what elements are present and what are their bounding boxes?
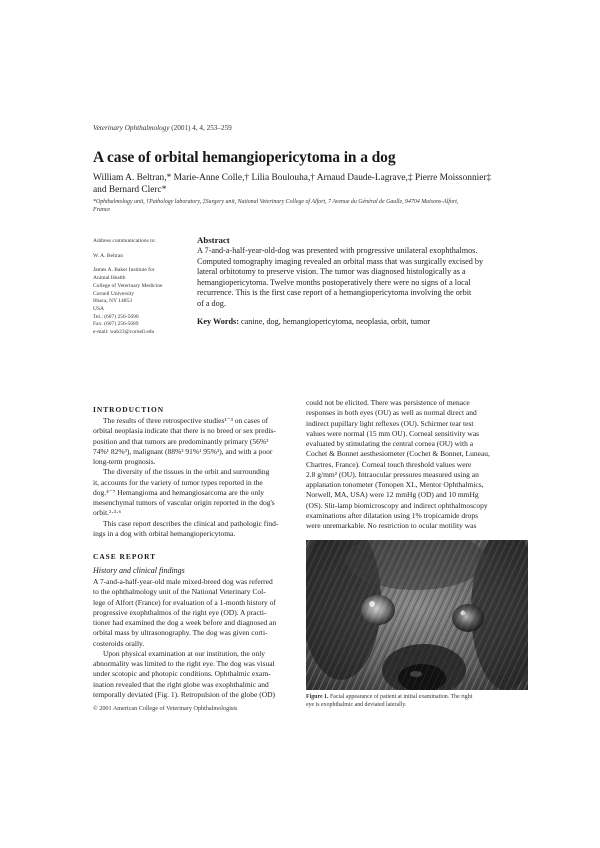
text-line: Norwell, MA, USA) were 12 mmHg (OD) and 10 mmHg [306,490,479,500]
figure-label: Figure 1. [306,694,329,700]
text-line: lege of Alfort (France) for evaluation of a 1-month history of [93,597,276,607]
affiliations [93,198,511,214]
citation-details: (2001) 4, 4, 253–259 [171,124,232,132]
address-line: James A. Baker Institute for [93,267,155,274]
copyright-notice: © 2001 American College of Veterinary Ophthalmologists [93,705,238,712]
text-line: were unremarkable. No restriction to ocular motility was [306,521,477,530]
author-list [93,172,513,196]
text-line: tioner had examined the dog a week before and diagnosed an [93,618,277,627]
abstract-heading: Abstract [197,235,230,245]
text-line: Upon physical examination at our institution, the only [103,648,266,658]
text-line: A 7-and-a-half-year-old male mixed-breed dog was referred [93,577,273,586]
address-line: USA [93,305,105,312]
abstract-line: hemangiopericytoma. Twelve months postoperatively there were no signs of a local [197,277,471,287]
affiliation-line: *Ophthalmology unit, †Pathology laboratory, ‡Surgery unit, National Veterinary College of Alfort, 7 Avenue du Général de Gaulle, 94704 Maisons-Alfort, [93,199,459,205]
figure-caption [306,693,530,709]
abstract-body [197,246,527,310]
text-line: orbital neoplasia indicate that there is no breed or sex predis- [93,426,276,436]
text-line: This case report describes the clinical and pathologic find- [103,518,279,528]
journal-citation [93,124,232,132]
text-line: evaluated by stimulating the central cornea (OU) with a [306,439,474,448]
text-line: applanation tonometer (Tonopen XL, Mentor Ophthalmics, [306,480,484,489]
text-line: ings in a dog with orbital hemangiopericytoma. [93,528,236,538]
text-line: to the ophthalmology unit of the National Veterinary Col- [93,587,266,597]
correspondence-address [93,238,191,337]
history-heading: History and clinical findings [93,566,185,575]
text-line: 74%¹ 82%³), malignant (88%² 91%¹ 95%³), and with a poor [93,446,273,456]
text-line: (OS). Slit-lamp biomicroscopy and indirect ophthalmoscopy [306,500,488,510]
text-line: The diversity of the tissues in the orbit and surrounding [103,467,270,477]
text-line: indirect pupillary light reflexes (OU). Schirmer tear test [306,418,474,428]
keywords-list: canine, dog, hemangiopericytoma, neoplasia, orbit, tumor [240,317,431,326]
text-line: Cochet & Bonnet aesthesiometer (Cochet & Bonnet, Luneau, [306,449,490,459]
address-tel: Tel.: (607) 256-5690 [93,313,139,320]
text-line: orbital mass by ultrasonography. The dog was given corti- [93,628,268,638]
figure-photo [306,540,528,690]
text-line: ination revealed that the right globe was exophthalmic and [93,679,269,689]
abstract-line: lateral orbitotomy to preserve vision. The tumor was diagnosed histologically as a [197,267,466,277]
address-line: Ithaca, NY 14853 [93,298,133,305]
text-line: temporally deviated (Fig. 1). Retropulsion of the globe (OD) [93,689,276,699]
dog-face-photo [306,540,528,690]
caption-text: Facial appearance of patient at initial examination. The right [329,694,473,700]
journal-name: Veterinary Ophthalmology [93,124,170,132]
authors-line: and Bernard Clerc* [93,185,167,195]
keywords [197,317,527,326]
authors-line: William A. Beltran,* Marie-Anne Colle,† Lilia Boulouha,† Arnaud Daude-Lagrave,‡ Pierre Moissonnier‡ [93,173,492,183]
article-title: A case of orbital hemangiopericytoma in a dog [93,149,396,166]
caption-line [306,693,530,701]
address-email[interactable]: e-mail: wab23@cornell.edu [93,329,155,336]
address-name: W. A. Beltran [93,252,124,259]
address-line: Animal Health [93,275,126,282]
introduction-heading: INTRODUCTION [93,405,165,414]
text-line: mesenchymal tumors of vascular origin reported in the dog's [93,498,275,507]
text-line: it, accounts for the variety of tumor types reported in the [93,477,263,487]
text-line: 2.8 g/mm² (OU). Intraocular pressures measured using an [306,469,479,479]
abstract-line: Computed tomography imaging revealed an orbital mass that was surgically excised by [197,256,484,266]
abstract-line: A 7-and-a-half-year-old-dog was presented with progressive unilateral exophthalmos. [197,246,478,255]
text-line: long-term prognosis. [93,457,156,466]
text-line: under scotopic and photopic conditions. Ophthalmic exam- [93,669,271,679]
text-line: abnormality was limited to the right eye. The dog was visual [93,659,275,668]
address-heading: Address communications to: [93,238,156,244]
text-line: examinations after dilatation using 1% tropicamide drops [306,510,479,520]
history-text [93,577,293,700]
text-line: position and that tumors are predominantly primary (56%² [93,436,269,446]
text-line: The results of three retrospective studies¹⁻³ on cases of [103,416,269,425]
text-line: costeroids orally. [93,638,145,648]
keywords-label: Key Words: [197,317,239,326]
address-line: Cornell University [93,290,135,297]
address-fax: Fax: (607) 256-5689 [93,321,139,328]
text-line: values were normal (15 mm OU). Corneal sensitivity was [306,428,480,438]
address-line: College of Veterinary Medicine [93,282,163,289]
abstract-line: recurrence. This is the first case report of a hemangiopericytoma involving the orbit [197,288,472,298]
caption-line: eye is exophthalmic and deviated laterally. [306,702,407,708]
text-line: dog.⁴⁻⁷ Hemangioma and hemangiosarcoma are the only [93,487,265,497]
text-line: progressive exophthalmos of the right eye (OD). A practi- [93,607,267,617]
right-column-text [306,398,528,531]
case-report-heading: CASE REPORT [93,552,157,561]
text-line: orbit.²·³·⁶ [93,508,122,518]
affiliation-line: France [93,207,111,213]
abstract-line: of a dog. [197,298,226,308]
text-line: could not be elicited. There was persistence of menace [306,398,470,407]
text-line: responses in both eyes (OU) as well as normal direct and [306,408,477,418]
introduction-text [93,416,293,539]
text-line: Chartres, France). Corneal touch threshold values were [306,459,472,469]
